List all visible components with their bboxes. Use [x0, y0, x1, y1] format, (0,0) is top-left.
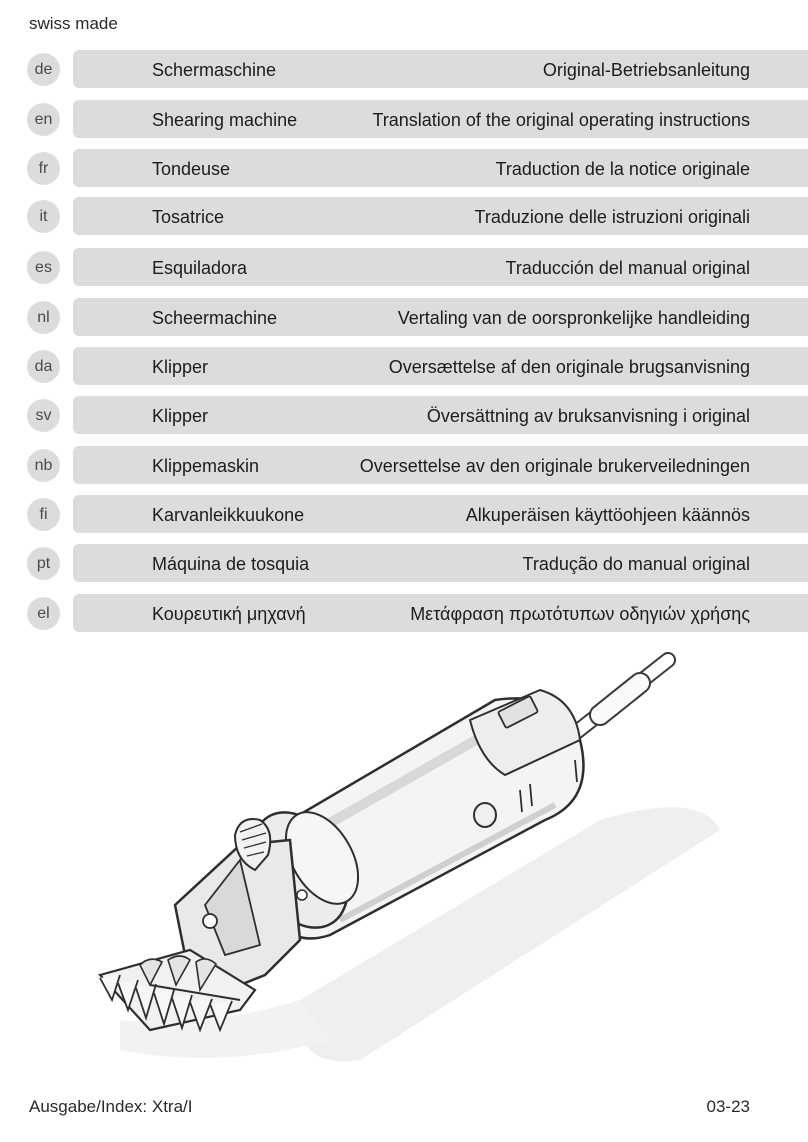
- language-code-badge: el: [27, 597, 60, 630]
- product-name: Máquina de tosquia: [152, 554, 310, 574]
- language-code-badge: sv: [27, 399, 60, 432]
- language-row: [0, 298, 808, 336]
- language-bar: [73, 396, 808, 434]
- language-bar: [73, 50, 808, 88]
- language-row: [0, 50, 808, 88]
- language-row: [0, 347, 808, 385]
- language-row: [0, 197, 808, 235]
- language-bar: [73, 594, 808, 632]
- language-code-badge: en: [27, 103, 60, 136]
- language-code-badge: es: [27, 251, 60, 284]
- product-name: Klipper: [152, 406, 209, 426]
- language-code-badge: da: [27, 350, 60, 383]
- language-row: [0, 396, 808, 434]
- edition-index: Ausgabe/Index: Xtra/I: [29, 1097, 193, 1116]
- date-code: 03-23: [706, 1097, 750, 1116]
- manual-title: Original-Betriebsanleitung: [542, 60, 750, 80]
- language-code-badge: fr: [27, 152, 60, 185]
- language-bar: [73, 149, 808, 187]
- manual-title: Traduzione delle istruzioni originali: [474, 207, 750, 227]
- language-bar: [73, 347, 808, 385]
- language-bar: [73, 248, 808, 286]
- language-bar: [73, 197, 808, 235]
- language-row: [0, 594, 808, 632]
- product-name: Schermaschine: [152, 60, 277, 80]
- language-code-badge: fi: [27, 498, 60, 531]
- manual-title: Vertaling van de oorspronkelijke handleiding: [397, 308, 750, 328]
- language-row: [0, 100, 808, 138]
- language-code-badge: pt: [27, 547, 60, 580]
- product-name: Karvanleikkuukone: [152, 505, 305, 525]
- manual-title: Alkuperäisen käyttöohjeen käännös: [465, 505, 750, 525]
- product-name: Shearing machine: [152, 110, 298, 130]
- language-code-badge: nl: [27, 301, 60, 334]
- shearing-machine-icon: [0, 640, 808, 1080]
- product-name: Tosatrice: [152, 207, 225, 227]
- language-bar: [73, 298, 808, 336]
- language-row: [0, 248, 808, 286]
- language-bar: [73, 495, 808, 533]
- product-name: Klipper: [152, 357, 209, 377]
- product-name: Tondeuse: [152, 159, 231, 179]
- manual-title: Traducción del manual original: [505, 258, 750, 278]
- language-row: [0, 149, 808, 187]
- language-row: [0, 446, 808, 484]
- product-name: Klippemaskin: [152, 456, 260, 476]
- manual-title: Oversettelse av den originale brukerveiledningen: [359, 456, 750, 476]
- manual-title: Translation of the original operating instructions: [372, 110, 750, 130]
- manual-title: Μετάφραση πρωτότυπων οδηγιών χρήσης: [410, 604, 750, 624]
- language-bar: [73, 100, 808, 138]
- product-name: Κουρευτική μηχανή: [152, 604, 306, 624]
- product-name: Esquiladora: [152, 258, 248, 278]
- origin-label: swiss made: [29, 14, 118, 33]
- product-name: Scheermachine: [152, 308, 278, 328]
- language-bar: [73, 446, 808, 484]
- language-code-badge: it: [27, 200, 60, 233]
- manual-title: Oversættelse af den originale brugsanvisning: [388, 357, 750, 377]
- language-bar: [73, 544, 808, 582]
- language-row: [0, 495, 808, 533]
- language-code-badge: de: [27, 53, 60, 86]
- manual-title: Översättning av bruksanvisning i original: [426, 406, 750, 426]
- language-row: [0, 544, 808, 582]
- manual-title: Traduction de la notice originale: [495, 159, 750, 179]
- manual-title: Tradução do manual original: [522, 554, 750, 574]
- language-code-badge: nb: [27, 449, 60, 482]
